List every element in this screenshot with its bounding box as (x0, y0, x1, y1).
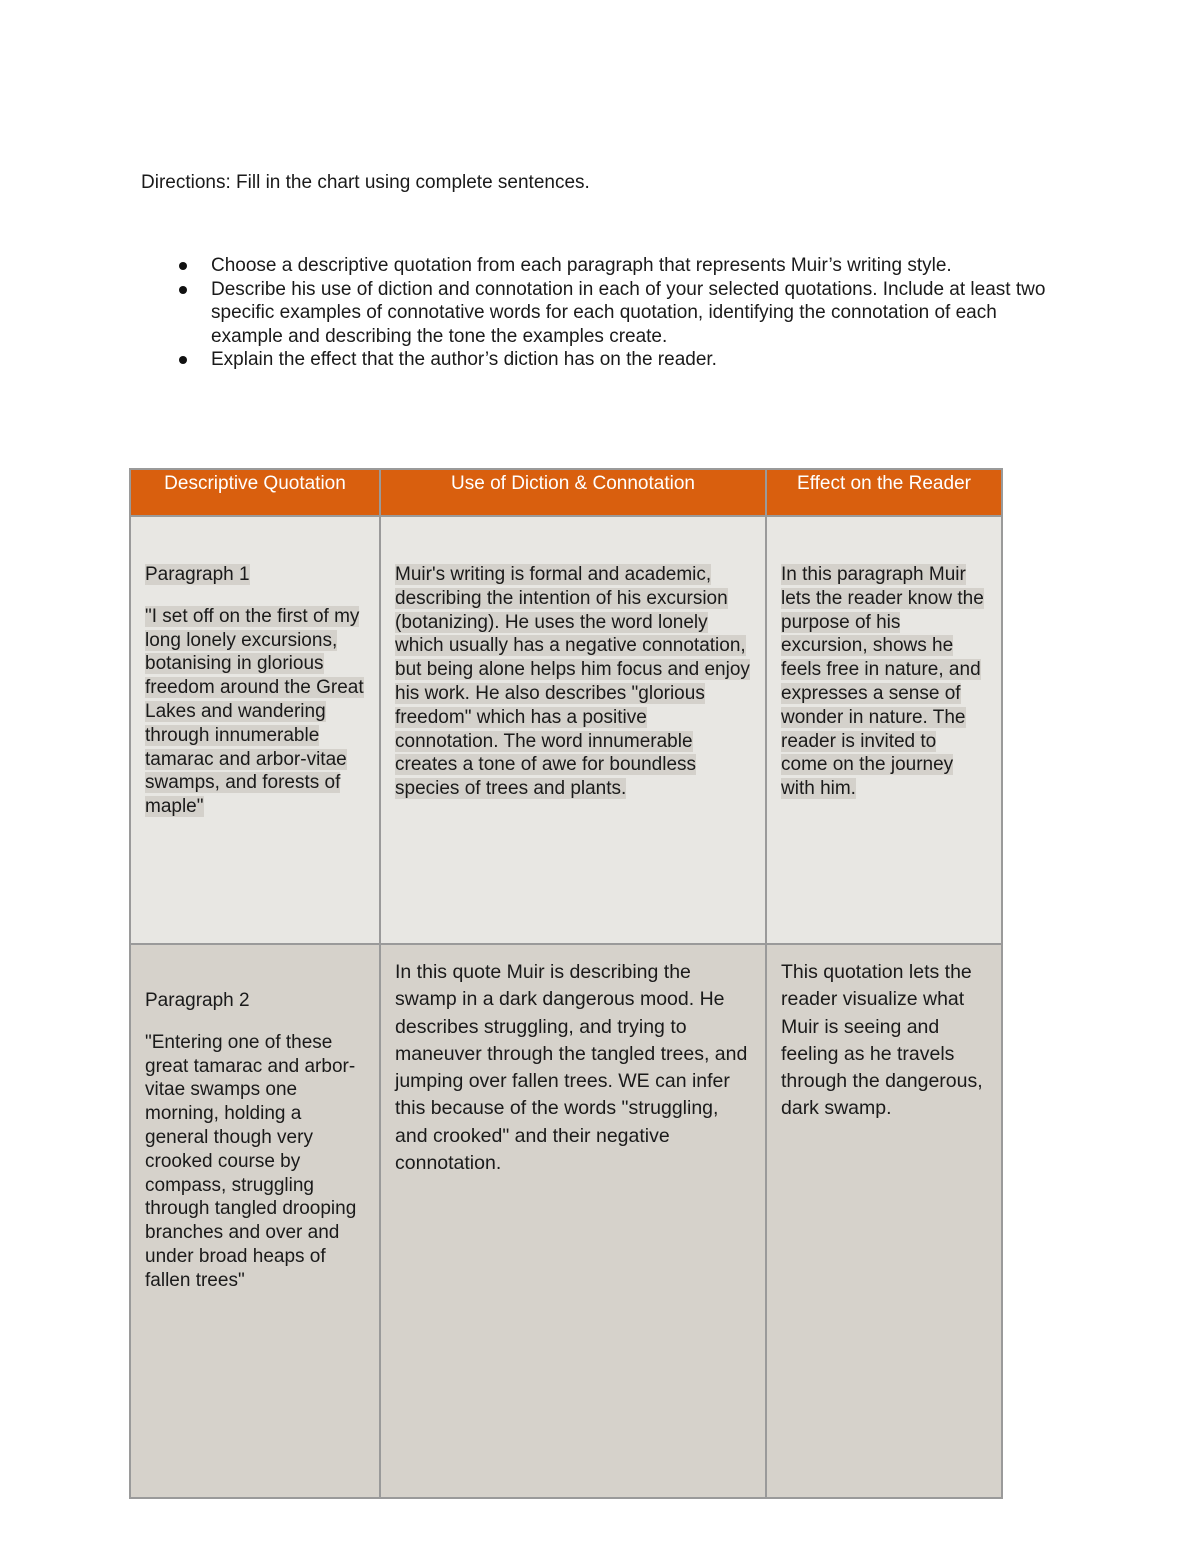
quotation-cell[interactable] (130, 516, 380, 944)
instructions-list (176, 254, 1046, 372)
effect-cell[interactable] (766, 516, 1002, 944)
diction-cell[interactable] (380, 944, 766, 1498)
bullet-icon (179, 356, 187, 364)
quotation-text: "I set off on the first of my long lonely excursions, botanising in glorious freedom around the Great Lakes and wandering through innumerable tamarac and arbor-vitae swamps, and forests of maple" (145, 605, 364, 818)
column-header-effect: Effect on the Reader (766, 469, 1002, 516)
quotation-cell[interactable] (130, 944, 380, 1498)
column-header-quotation: Descriptive Quotation (130, 469, 380, 516)
diction-cell[interactable] (380, 516, 766, 944)
list-item (176, 348, 1046, 372)
instruction-text: Choose a descriptive quotation from each paragraph that represents Muir’s writing style. (211, 255, 952, 276)
diction-text: In this quote Muir is describing the swamp in a dark dangerous mood. He describes struggling, and trying to maneuver through the tangled trees, and jumping over fallen trees. WE can infer this because of the words "struggling, and crooked" and their negative connotation. (395, 961, 748, 1175)
paragraph-label: Paragraph 1 (145, 564, 250, 585)
bullet-icon (179, 262, 187, 270)
diction-text: Muir's writing is formal and academic, describing the intention of his excursion (botanizing). He uses the word lonely which usually has a negative connotation, but being alone helps him focus and enjoy his work. He also describes "glorious freedom" which has a positive connotation. The word innumerable creates a tone of awe for boundless species of trees and plants. (395, 564, 750, 800)
diction-chart (129, 468, 1003, 1499)
table-row (130, 944, 1002, 1498)
paragraph-label: Paragraph 2 (145, 990, 250, 1011)
effect-text: In this paragraph Muir lets the reader know the purpose of his excursion, shows he feels free in nature, and expresses a sense of wonder in nature. The reader is invited to come on the journey with him. (781, 564, 984, 800)
directions-text: Directions: Fill in the chart using complete sentences. (141, 172, 590, 193)
table-row (130, 516, 1002, 944)
bullet-icon (179, 286, 187, 294)
list-item (176, 278, 1046, 349)
effect-text: This quotation lets the reader visualize what Muir is seeing and feeling as he travels through the dangerous, dark swamp. (781, 961, 983, 1120)
instruction-text: Describe his use of diction and connotation in each of your selected quotations. Include at least two specific examples of connotative words for each quotation, identifying the connotation of each example and describing the tone the examples create. (211, 278, 1046, 347)
quotation-text: "Entering one of these great tamarac and arbor-vitae swamps one morning, holding a general though very crooked course by compass, struggling through tangled drooping branches and over and under broad heaps of fallen trees" (145, 1031, 357, 1291)
effect-cell[interactable] (766, 944, 1002, 1498)
instruction-text: Explain the effect that the author’s diction has on the reader. (211, 349, 717, 370)
list-item (176, 254, 1046, 278)
table-header-row (130, 469, 1002, 516)
column-header-diction: Use of Diction & Connotation (380, 469, 766, 516)
